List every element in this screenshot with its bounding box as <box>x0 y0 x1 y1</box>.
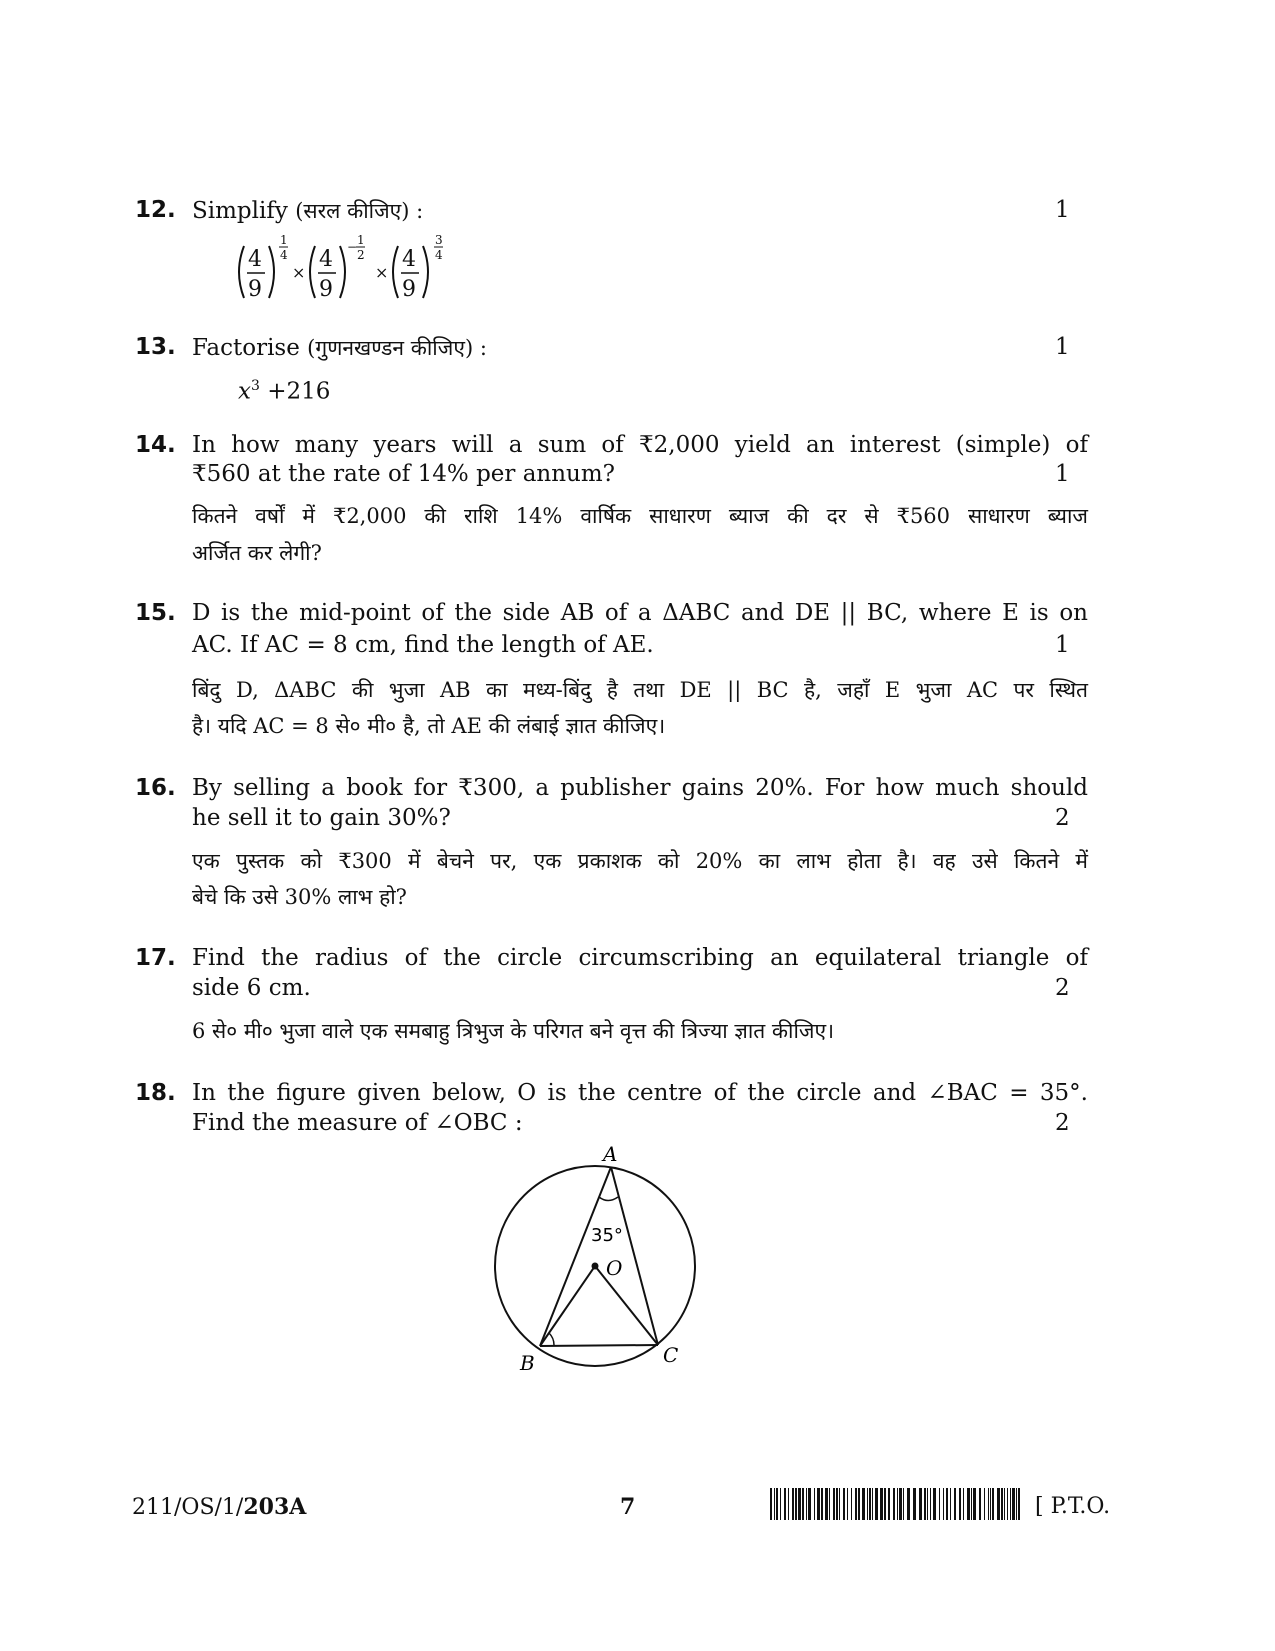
exp-den: 4 <box>280 248 288 262</box>
exp-den: 2 <box>357 248 365 262</box>
exp-sign: − <box>347 240 358 254</box>
question-number: 12. <box>135 197 176 223</box>
text-en: Simplify <box>192 198 288 224</box>
text-hi: (गुणनखण्डन कीजिए) : <box>307 336 487 360</box>
paper-code-prefix: 211/OS/1/ <box>132 1495 244 1520</box>
paper-code-suffix: 203A <box>243 1494 307 1520</box>
text-en-line: In the figure given below, O is the centre of the circle and ∠BAC = 35°. <box>192 1080 1088 1106</box>
constant-term: +216 <box>267 378 331 405</box>
text-hi: (सरल कीजिए) : <box>295 199 424 223</box>
times-sign: × <box>375 263 389 282</box>
power: 3 <box>250 378 260 394</box>
fraction-den: 9 <box>248 277 262 302</box>
question-number: 16. <box>135 775 176 801</box>
marks: 2 <box>1055 1110 1070 1136</box>
text-en: Factorise <box>192 335 300 361</box>
label-b: B <box>520 1351 535 1375</box>
text-en-line: AC. If AC = 8 cm, find the length of AE. <box>192 632 654 658</box>
text-en-line: he sell it to gain 30%? <box>192 805 451 831</box>
text-hi-line: है। यदि AC = 8 से० मी० है, तो AE की लंबाई ज्ञात कीजिए। <box>192 714 666 738</box>
text-en-line: Find the measure of ∠OBC : <box>192 1110 523 1136</box>
fraction-num: 4 <box>319 247 333 272</box>
exp-den: 4 <box>435 248 443 262</box>
pto-label: [ P.T.O. <box>1035 1494 1111 1519</box>
exp-num: 3 <box>435 233 443 247</box>
text-en-line: D is the mid-point of the side AB of a ΔABC and DE || BC, where E is on <box>192 600 1088 626</box>
text-en-line: In how many years will a sum of ₹2,000 yield an interest (simple) of <box>192 432 1088 458</box>
marks: 1 <box>1055 461 1070 487</box>
text-en-line: Find the radius of the circle circumscribing an equilateral triangle of <box>192 945 1088 971</box>
simplify-expression <box>230 232 460 304</box>
exp-num: 1 <box>280 233 288 247</box>
barcode <box>770 1488 1026 1520</box>
exp-num: 1 <box>357 233 365 247</box>
times-sign: × <box>292 263 306 282</box>
text-hi-line: अर्जित कर लेगी? <box>192 541 322 565</box>
line-bc <box>540 1345 658 1346</box>
variable: x <box>238 378 251 405</box>
text-hi-line: 6 से० मी० भुजा वाले एक समबाहु त्रिभुज के परिगत बने वृत्त की त्रिज्या ज्ञात कीजिए। <box>192 1019 835 1043</box>
text-hi-line: बिंदु D, ΔABC की भुजा AB का मध्य-बिंदु है तथा DE || BC है, जहाँ E भुजा AC पर स्थित <box>192 678 1088 702</box>
marks: 2 <box>1055 975 1070 1001</box>
text-hi-line: बेचे कि उसे 30% लाभ हो? <box>192 885 407 909</box>
label-a: A <box>603 1142 618 1166</box>
text-en-line: side 6 cm. <box>192 975 311 1001</box>
paper-code <box>132 1494 306 1520</box>
text-en-line: ₹560 at the rate of 14% per annum? <box>192 461 615 487</box>
fraction-num: 4 <box>402 247 416 272</box>
centre-point <box>592 1263 599 1270</box>
question-number: 13. <box>135 334 176 360</box>
fraction-den: 9 <box>402 277 416 302</box>
factorise-expression <box>238 378 1134 405</box>
circle-figure <box>480 1140 720 1385</box>
line-ab <box>540 1167 611 1346</box>
label-c: C <box>663 1343 679 1367</box>
angle-arc-b <box>549 1333 554 1345</box>
question-number: 15. <box>135 600 176 626</box>
text-hi-line: एक पुस्तक को ₹300 में बेचने पर, एक प्रकाशक को 20% का लाभ होता है। वह उसे कितने में <box>192 849 1088 873</box>
question-number: 18. <box>135 1080 176 1106</box>
marks: 2 <box>1055 805 1070 831</box>
question-text <box>192 197 1088 225</box>
angle-arc-a <box>599 1197 618 1201</box>
marks: 1 <box>1055 197 1070 223</box>
question-text <box>192 334 1088 362</box>
text-hi-line: कितने वर्षों में ₹2,000 की राशि 14% वार्षिक साधारण ब्याज की दर से ₹560 साधारण ब्याज <box>192 504 1088 528</box>
fraction-den: 9 <box>319 277 333 302</box>
question-number: 17. <box>135 945 176 971</box>
label-o: O <box>606 1256 623 1280</box>
fraction-num: 4 <box>248 247 262 272</box>
page-number: 7 <box>620 1494 636 1520</box>
question-number: 14. <box>135 432 176 458</box>
marks: 1 <box>1055 632 1070 658</box>
text-en-line: By selling a book for ₹300, a publisher gains 20%. For how much should <box>192 775 1088 801</box>
marks: 1 <box>1055 334 1070 360</box>
angle-label: 35° <box>591 1225 623 1246</box>
